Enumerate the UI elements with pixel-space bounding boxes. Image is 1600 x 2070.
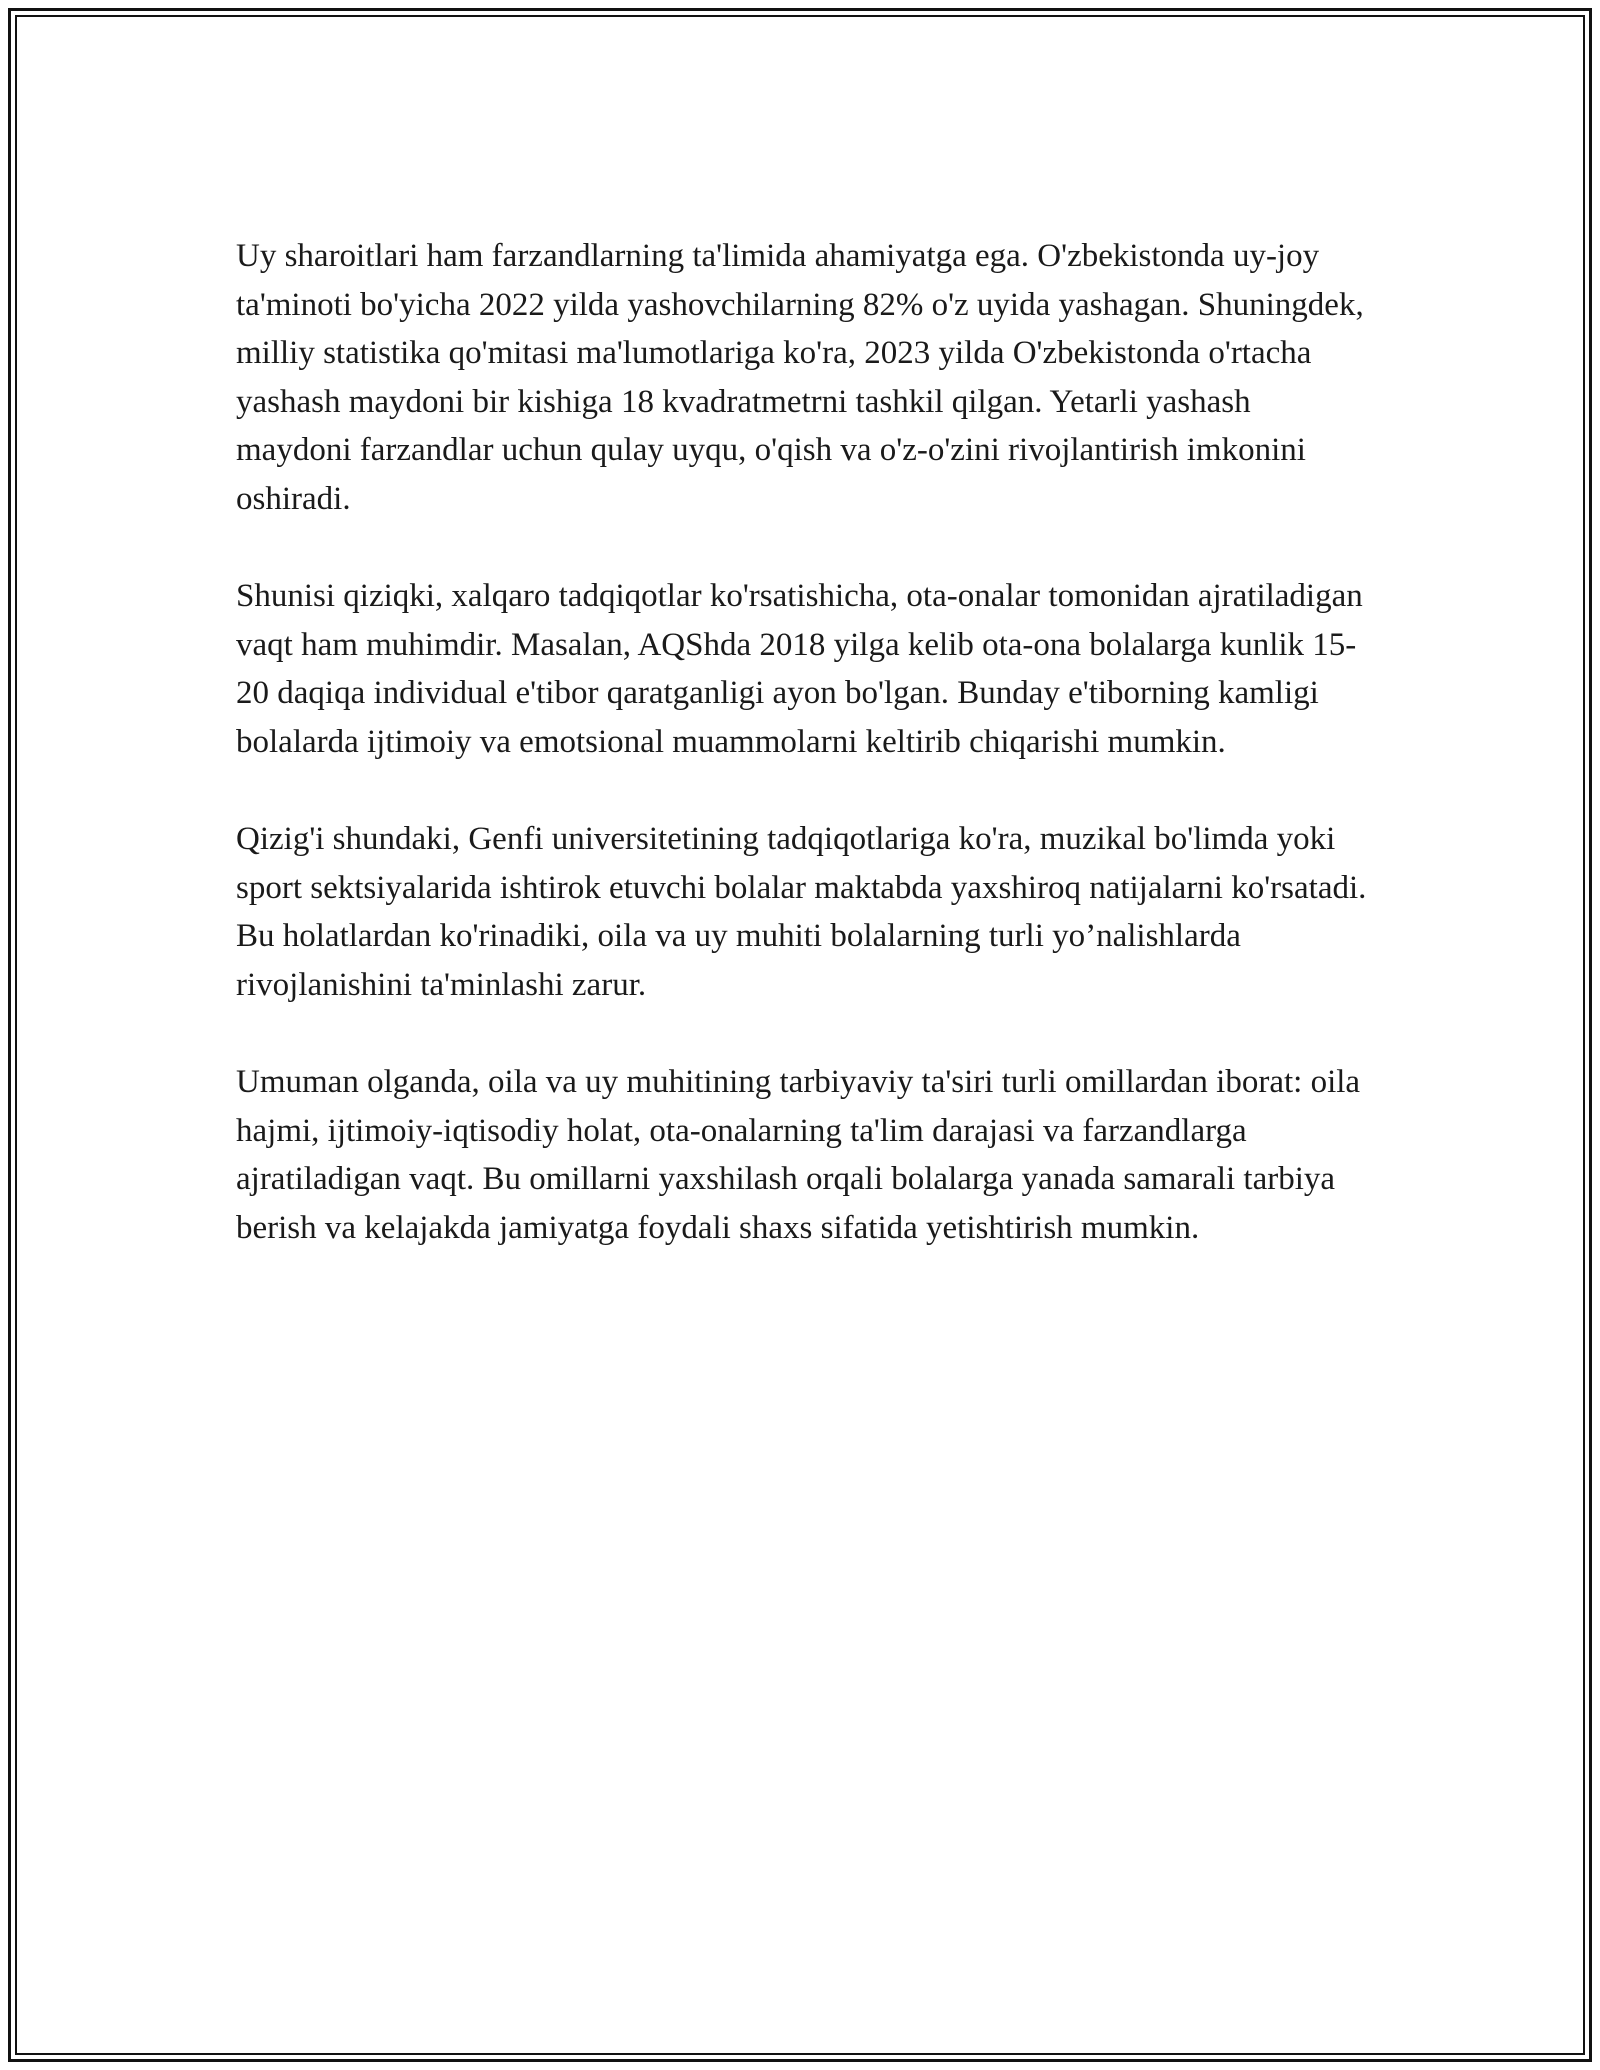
paragraph-extracurricular-activities: Qizig'i shundaki, Genfi universitetining tadqiqotlariga ko'ra, muzikal bo'limda yoki sport sektsiyalarida ishtirok etuvchi bolalar maktabda yaxshiroq natijalarni ko'rsatadi. Bu holatlardan ko'rinadiki, oila va uy muhiti bolalarning turli yo’nalishlarda rivojlanishini ta'minlashi zarur. <box>236 821 1367 1003</box>
paragraph-parental-time: Shunisi qiziqki, xalqaro tadqiqotlar ko'rsatishicha, ota-onalar tomonidan ajratiladigan vaqt ham muhimdir. Masalan, AQShda 2018 yilga kelib ota-ona bolalarga kunlik 15-20 daqiqa individual e'tibor qaratganligi ayon bo'lgan. Bunday e'tiborning kamligi bolalarda ijtimoiy va emotsional muammolarni keltirib chiqarishi mumkin. <box>236 578 1363 760</box>
document-body <box>236 232 1371 1301</box>
paragraph-housing-conditions: Uy sharoitlari ham farzandlarning ta'limida ahamiyatga ega. O'zbekistonda uy-joy ta'minoti bo'yicha 2022 yilda yashovchilarning 82% o'z uyida yashagan. Shuningdek, milliy statistika qo'mitasi ma'lumotlariga ko'ra, 2023 yilda O'zbekistonda o'rtacha yashash maydoni bir kishiga 18 kvadratmetrni tashkil qilgan. Yetarli yashash maydoni farzandlar uchun qulay uyqu, o'qish va o'z-o'zini rivojlantirish imkonini oshiradi. <box>236 238 1364 517</box>
paragraph-conclusion: Umuman olganda, oila va uy muhitining tarbiyaviy ta'siri turli omillardan iborat: oila hajmi, ijtimoiy-iqtisodiy holat, ota-onalarning ta'lim darajasi va farzandlarga ajratiladigan vaqt. Bu omillarni yaxshilash orqali bolalarga yanada samarali tarbiya berish va kelajakda jamiyatga foydali shaxs sifatida yetishtirish mumkin. <box>236 1064 1361 1246</box>
